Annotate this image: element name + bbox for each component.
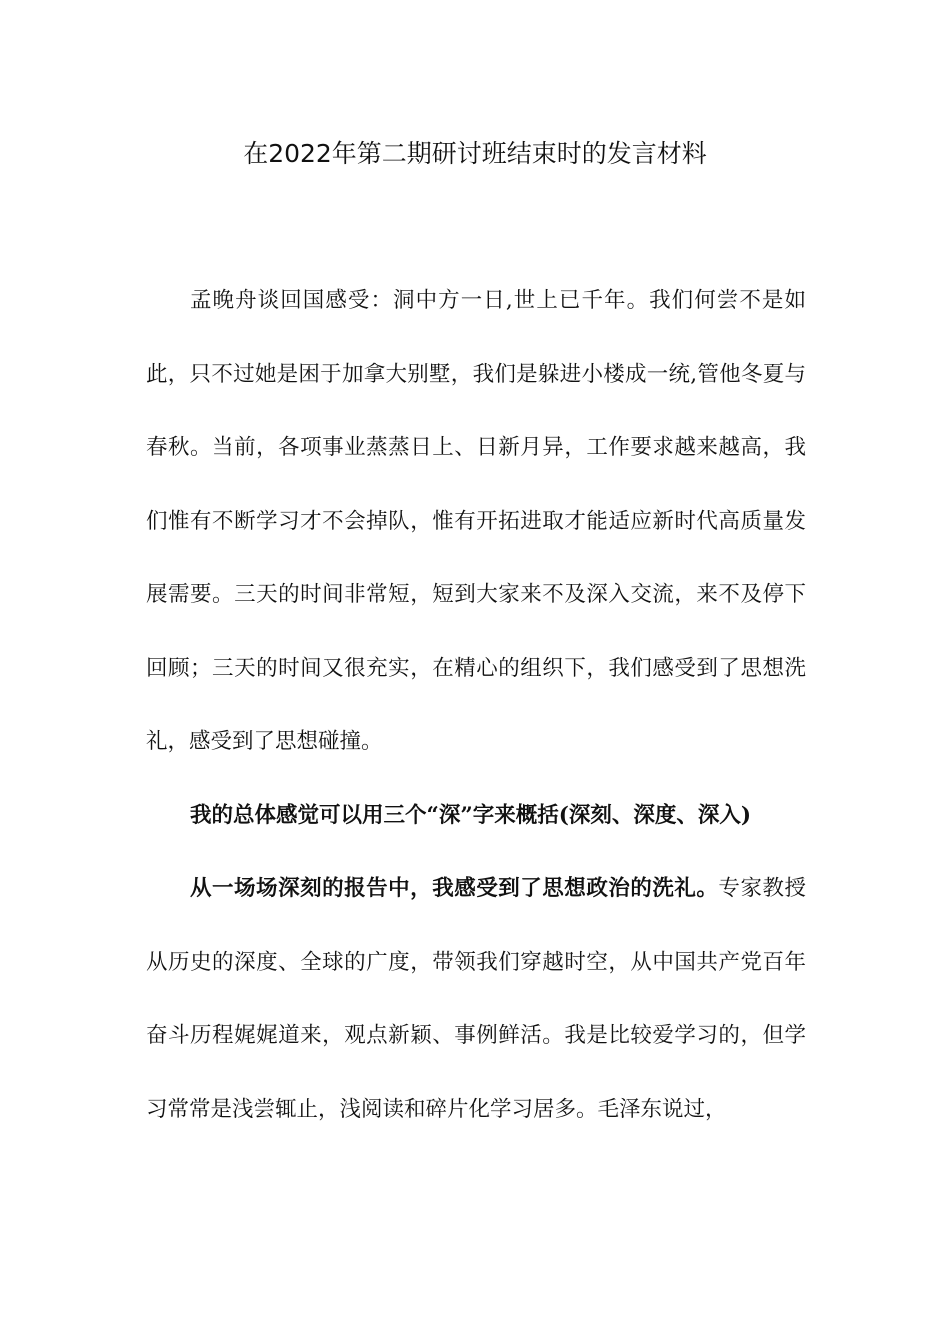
paragraph-reports-body: 专家教授从历史的深度、全球的广度，带领我们穿越时空，从中国共产党百年奋斗历程娓娓道来，观点新颖、事例鲜活。我是比较爱学习的，但学习常常是浅尝辄止，浅阅读和碎片化学习居多。毛泽东说过， — [146, 876, 806, 1122]
paragraph-reports — [146, 852, 806, 1146]
paragraph-intro: 孟晚舟谈回国感受：洞中方一日,世上已千年。我们何尝不是如此，只不过她是困于加拿大别墅，我们是躲进小楼成一统,管他冬夏与春秋。当前，各项事业蒸蒸日上、日新月异，工作要求越来越高，我们惟有不断学习才不会掉队，惟有开拓进取才能适应新时代高质量发展需要。三天的时间非常短，短到大家来不及深入交流，来不及停下回顾；三天的时间又很充实，在精心的组织下，我们感受到了思想洗礼，感受到了思想碰撞。 — [146, 288, 806, 754]
document-body — [146, 264, 806, 1146]
paragraph-reports-lead: 从一场场深刻的报告中，我感受到了思想政治的洗礼。 — [190, 876, 719, 901]
section-heading: 我的总体感觉可以用三个“深”字来概括(深刻、深度、深入) — [190, 802, 752, 828]
document-title: 在2022年第二期研讨班结束时的发言材料 — [243, 139, 707, 168]
